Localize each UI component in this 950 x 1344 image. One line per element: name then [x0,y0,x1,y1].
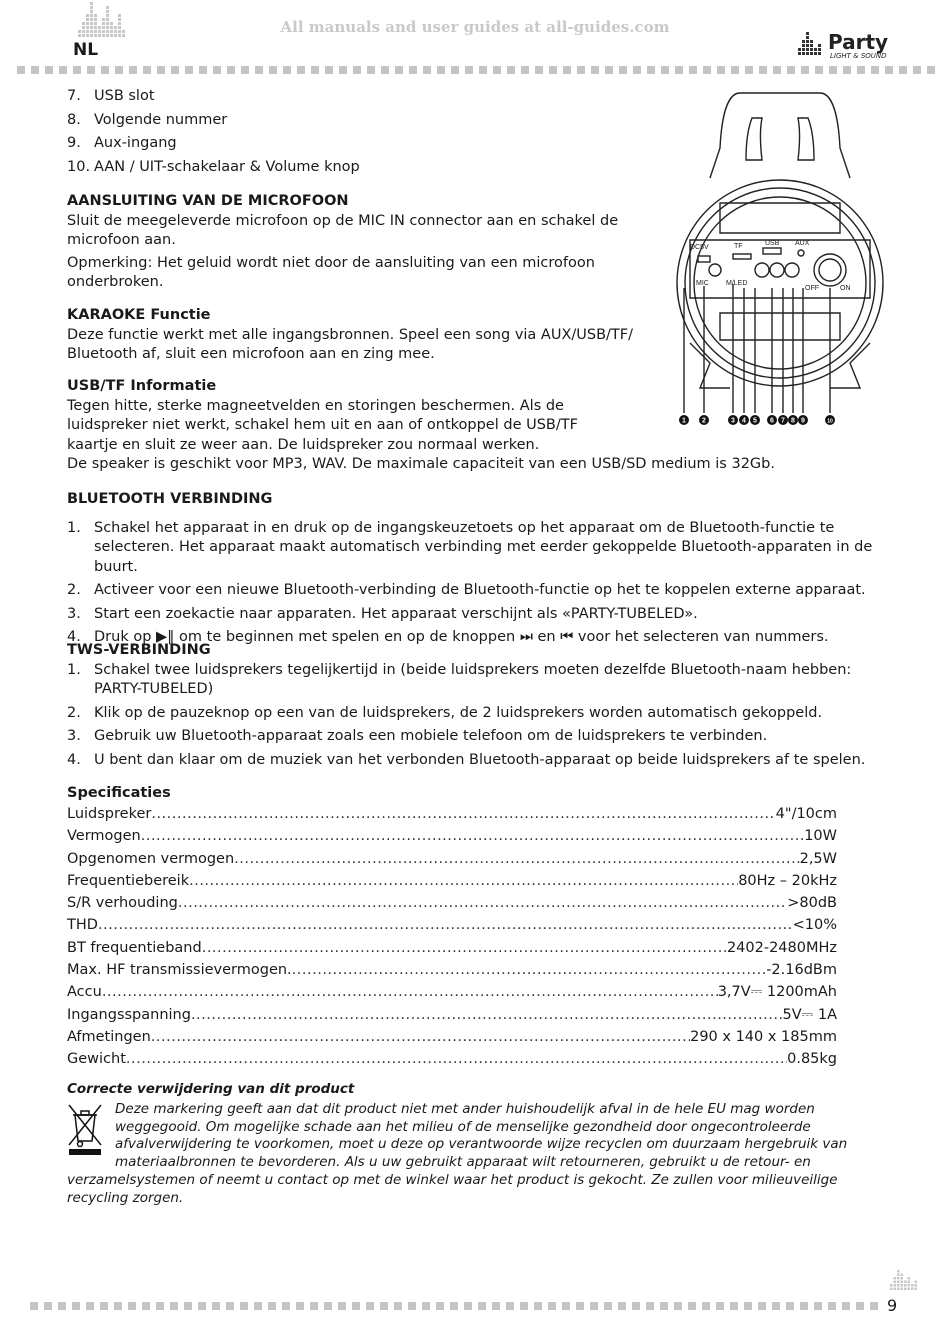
header-divider [17,66,935,74]
play-pause-icon: ▶‖ [156,629,175,645]
callout-number: 9 [801,417,805,425]
spec-row [67,848,837,870]
spec-row [67,1048,837,1070]
spec-value: >80dB [787,895,837,912]
spec-row [67,914,837,936]
list-item: 1. Schakel twee luidsprekers tegelijkertijd in (beide luidsprekers moeten dezelfde Bluetooth-naam hebben: PARTY-TUBELED) [67,661,852,697]
list-item: 10. AAN / UIT-schakelaar & Volume knop [67,158,360,175]
spec-row [67,1026,837,1048]
list-item: 3. Gebruik uw Bluetooth-apparaat zoals een mobiele telefoon om de luidsprekers te verbinden. [67,728,768,744]
callout-number: 10 [827,418,833,425]
spec-value: 80Hz – 20kHz [738,872,837,889]
spec-label: Gewicht [67,1051,126,1068]
spec-label: Ingangsspanning [67,1006,191,1023]
callout-number: 7 [781,417,785,425]
paragraph: Deze functie werkt met alle ingangsbronnen. Speel een song via AUX/USB/TF/ Bluetooth af, sluit een microfoon aan en zing mee. [67,326,634,362]
spec-value: 5V⎓ 1A [782,1006,837,1023]
leader-dots [202,937,727,959]
spec-value: 2402-2480MHz [726,939,837,956]
brand-equalizer-icon [798,32,828,62]
spec-row [67,937,837,959]
label-aux: AUX [795,240,810,247]
disposal-section [67,1081,882,1208]
label-tf: TF [734,243,743,250]
list-item: 9. Aux-ingang [67,135,177,151]
leader-dots [234,848,799,870]
usbtf-section [67,377,632,455]
section-heading: USB/TF Informatie [67,378,217,394]
spec-value: 10W [804,828,837,845]
leader-dots [189,870,738,892]
disposal-text: Deze markering geeft aan dat dit product niet met ander huishoudelijk afval in de hele EU mag worden weggegooid. Om mogelijke schade aan het milieu of de menselijke gezondheid door ongecontroleerde afvalverwijdering te voorkomen, moet u deze op verantwoorde wijze recyclen om duurzaam hergebruik van materiaalbronnen te bevorderen. Als u uw gebruikt apparaat wilt retourneren, gebruikt u de retour- en verzamelsystemen of neemt u contact op met de winkel waar het product is gekocht. Ze zullen voor milieuveilige recycling zorgen. [67,1100,848,1206]
leader-dots [191,1004,783,1026]
paragraph: De speaker is geschikt voor MP3, WAV. De maximale capaciteit van een USB/SD medium is 32Gb. [67,456,775,472]
leader-dots [178,892,787,914]
weee-bin-icon [67,1103,103,1155]
list-item: 4. U bent dan klaar om de muziek van het verbonden Bluetooth-apparaat op beide luidsprekers af te spelen. [67,751,866,768]
callout-number: 1 [682,417,686,425]
mic-section [67,192,627,293]
page-number: 9 [887,1296,898,1315]
spec-value: 290 x 140 x 185mm [690,1028,837,1045]
label-mled: M/LED [726,280,748,287]
spec-value: 0.85kg [787,1051,837,1068]
section-heading: TWS-VERBINDING [67,642,211,658]
bluetooth-section [67,490,887,652]
spec-label: Vermogen [67,828,141,845]
spec-value: 3,7V⎓ 1200mAh [717,984,837,1001]
next-track-icon: ⏭ [519,629,533,645]
callout-number: 8 [791,417,795,425]
callout-number: 5 [753,417,757,425]
list-item: 2. Klik op de pauzeknop op een van de luidsprekers, de 2 luidsprekers worden automatisch gekoppeld. [67,704,823,721]
paragraph: Opmerking: Het geluid wordt niet door de aansluiting van een microfoon onderbroken. [67,254,595,290]
brand-subtitle: LIGHT & SOUND [830,52,887,60]
spec-row [67,892,837,914]
karaoke-section [67,306,637,365]
leader-dots [292,959,767,981]
spec-label: BT frequentieband [67,939,202,956]
parts-list [67,85,627,179]
spec-row [67,959,837,981]
callout-number: 4 [742,417,746,425]
spec-value: 2,5W [799,850,837,867]
spec-label: Afmetingen [67,1028,151,1045]
leader-dots [126,1048,787,1070]
callout-number: 3 [731,417,735,425]
watermark-text: All manuals and user guides at all-guides.com [280,18,670,36]
spec-row [67,1004,837,1026]
label-dc5v: DC5V [690,244,709,251]
brand-logo [798,30,888,64]
previous-track-icon: ⏮ [560,629,574,645]
paragraph: Tegen hitte, sterke magneetvelden en storingen beschermen. Als de luidspreker niet werkt, schakel hem uit en aan of ontkoppel de USB/TF kaartje en sluit ze weer aan. De luidspreker zou normaal werken. [67,397,578,453]
language-code: NL [73,40,99,60]
spec-label: THD [67,917,98,934]
spec-row [67,825,837,847]
list-item: 1. Schakel het apparaat in en druk op de ingangskeuzetoets op het apparaat om de Bluetooth-functie te selecteren. Het apparaat maakt automatisch verbinding met eerder gekoppelde Bluetooth-apparaten in de buurt. [67,519,873,575]
leader-dots [102,981,718,1003]
leader-dots [141,825,804,847]
spec-label: Opgenomen vermogen [67,850,235,867]
spec-label: Frequentiebereik [67,872,190,889]
list-item: 8. Volgende nummer [67,111,228,128]
label-on: ON [840,285,851,292]
leader-dots [151,803,775,825]
spec-row [67,803,837,825]
list-item: 7. USB slot [67,88,155,104]
section-heading: BLUETOOTH VERBINDING [67,491,273,507]
footer-divider [30,1302,878,1310]
spec-label: Max. HF transmissievermogen. [67,962,292,979]
list-item: 2. Activeer voor een nieuwe Bluetooth-verbinding de Bluetooth-functie op het te koppelen externe apparaat. [67,582,866,598]
label-mic: MIC [696,280,709,287]
brand-name: Party [828,30,889,54]
spec-value: -2.16dBm [766,962,837,979]
spec-value: 4"/10cm [775,806,837,822]
specifications [67,784,837,1071]
spec-value: <10% [792,917,837,934]
section-heading: KARAOKE Functie [67,307,211,323]
spec-row [67,981,837,1003]
section-heading: AANSLUITING VAN DE MICROFOON [67,193,349,209]
label-usb: USB [765,240,780,247]
callout-number: 2 [702,417,706,425]
label-off: OFF [805,285,819,292]
spec-label: Accu [67,984,102,1001]
equalizer-logo-left [78,2,138,40]
section-heading: Specificaties [67,785,171,801]
leader-dots [98,914,793,936]
speaker-diagram [660,88,895,433]
spec-label: Luidspreker [67,806,152,822]
equalizer-logo-footer [890,1270,930,1298]
spec-row [67,870,837,892]
spec-label: S/R verhouding [67,895,178,912]
section-heading: Correcte verwijdering van dit product [67,1081,355,1097]
list-item: 4. Druk op ▶‖ om te beginnen met spelen en op de knoppen ⏭ en ⏮ voor het selecteren van nummers. [67,629,829,645]
leader-dots [151,1026,690,1048]
tws-section [67,641,887,774]
callout-number: 6 [770,417,774,425]
list-item: 3. Start een zoekactie naar apparaten. Het apparaat verschijnt als «PARTY-TUBELED». [67,605,698,622]
paragraph: Sluit de meegeleverde microfoon op de MIC IN connector aan en schakel de microfoon aan. [67,212,619,248]
